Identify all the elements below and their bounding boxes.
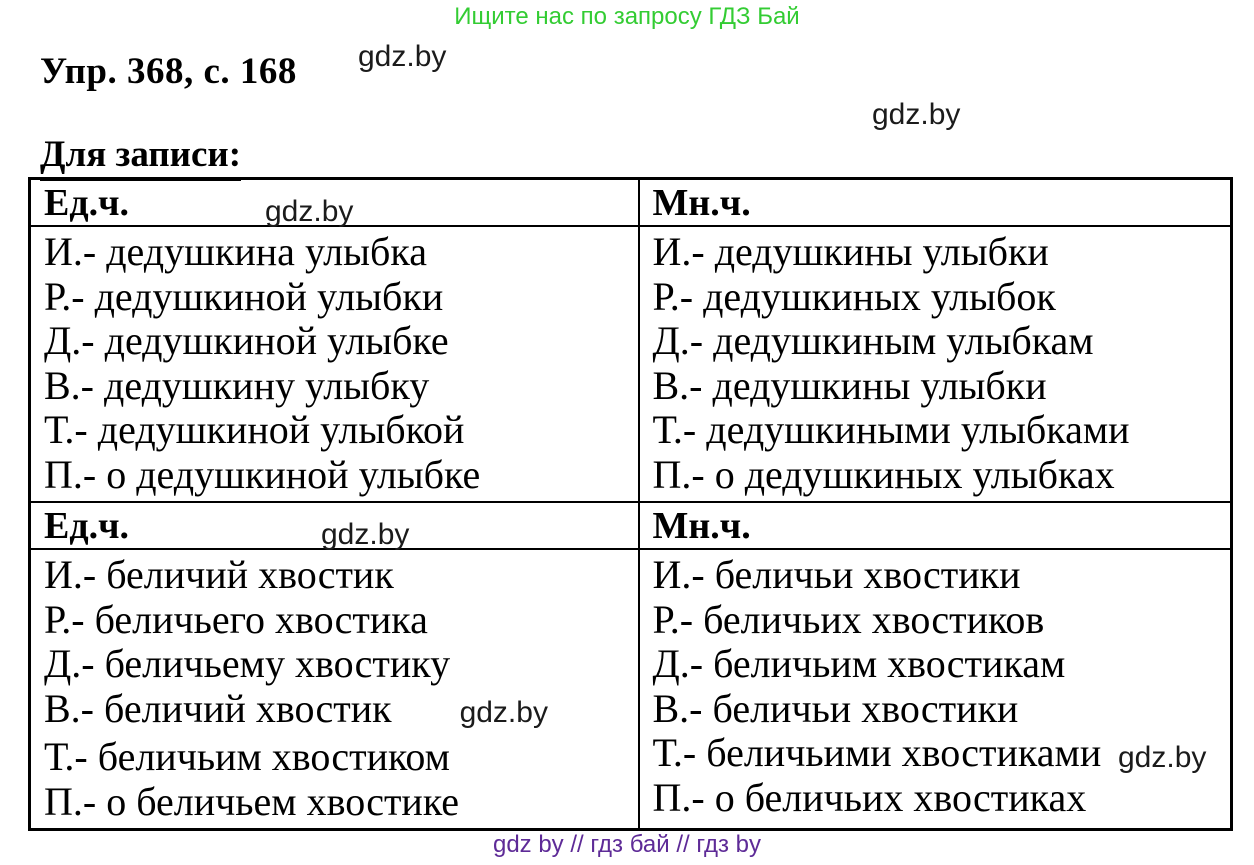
declension-table	[28, 177, 1233, 831]
declension-line: В.- дедушкину улыбку	[44, 362, 430, 408]
watermark-gdz-by: gdz.by	[321, 518, 410, 551]
table-row	[30, 549, 1232, 830]
declension-line: Р.- дедушкиной улыбки	[44, 273, 444, 319]
plural-header-cell	[639, 179, 1232, 227]
singular-declensions-cell	[30, 226, 639, 502]
plural-declensions-cell	[639, 549, 1232, 830]
watermark-gdz-by: gdz.by	[265, 195, 354, 228]
plural-header-label: Мн.ч.	[652, 182, 751, 224]
declension-line: В.- дедушкины улыбки	[652, 362, 1047, 408]
singular-header-label: Ед.ч.	[44, 182, 129, 224]
plural-header-label: Мн.ч.	[652, 505, 751, 547]
declension-line: В.- беличьи хвостики	[652, 685, 1019, 731]
declension-line: П.- о беличьем хвостике	[44, 778, 460, 824]
declension-line: Р.- беличьих хвостиков	[652, 596, 1045, 642]
declension-line: Д.- дедушкиным улыбкам	[652, 318, 1094, 363]
plural-header-cell	[639, 502, 1232, 549]
table-row	[30, 179, 1232, 227]
watermark-gdz-by: gdz.by	[1118, 741, 1207, 774]
declension-line: И.- дедушкина улыбка	[44, 229, 427, 274]
for-writing-heading: Для записи:	[40, 133, 241, 181]
declension-line: Р.- беличьего хвостика	[44, 596, 428, 642]
declension-line: П.- о дедушкиной улыбке	[44, 451, 481, 497]
footer-links: gdz by // гдз бай // гдз by	[492, 831, 762, 858]
table-row	[30, 502, 1232, 549]
singular-header-cell	[30, 502, 639, 549]
watermark-gdz-by: gdz.by	[459, 695, 548, 729]
declension-line: И.- дедушкины улыбки	[652, 229, 1049, 274]
exercise-title: Упр. 368, с. 168	[40, 51, 297, 92]
declension-line: Р.- дедушкиных улыбок	[652, 273, 1056, 319]
singular-declensions-cell	[30, 549, 639, 830]
declension-line: Д.- дедушкиной улыбке	[44, 318, 449, 363]
declension-line: П.- о беличьих хвостиках	[652, 774, 1087, 820]
declension-line: Т.- беличьими хвостиками	[652, 730, 1102, 775]
plural-declensions-cell	[639, 226, 1232, 502]
declension-line: Т.- дедушкиными улыбками	[652, 407, 1130, 452]
declension-line: Д.- беличьему хвостику	[44, 641, 451, 686]
declension-line	[44, 687, 630, 736]
declension-line: Д.- беличьим хвостикам	[652, 641, 1066, 686]
declension-line: Т.- беличьим хвостиком	[44, 734, 450, 779]
declension-line: И.- беличьи хвостики	[652, 552, 1021, 597]
singular-header-label: Ед.ч.	[44, 505, 129, 547]
singular-header-cell	[30, 179, 639, 227]
watermark-gdz-by: gdz.by	[358, 40, 447, 73]
table-row	[30, 226, 1232, 502]
declension-line: П.- о дедушкиных улыбках	[652, 451, 1115, 497]
declension-line: И.- беличий хвостик	[44, 552, 394, 597]
watermark-gdz-by: gdz.by	[872, 98, 961, 131]
promo-banner: Ищите нас по запросу ГДЗ Бай	[454, 3, 800, 30]
declension-text: В.- беличий хвостик	[44, 685, 392, 731]
declension-line: Т.- дедушкиной улыбкой	[44, 407, 465, 452]
